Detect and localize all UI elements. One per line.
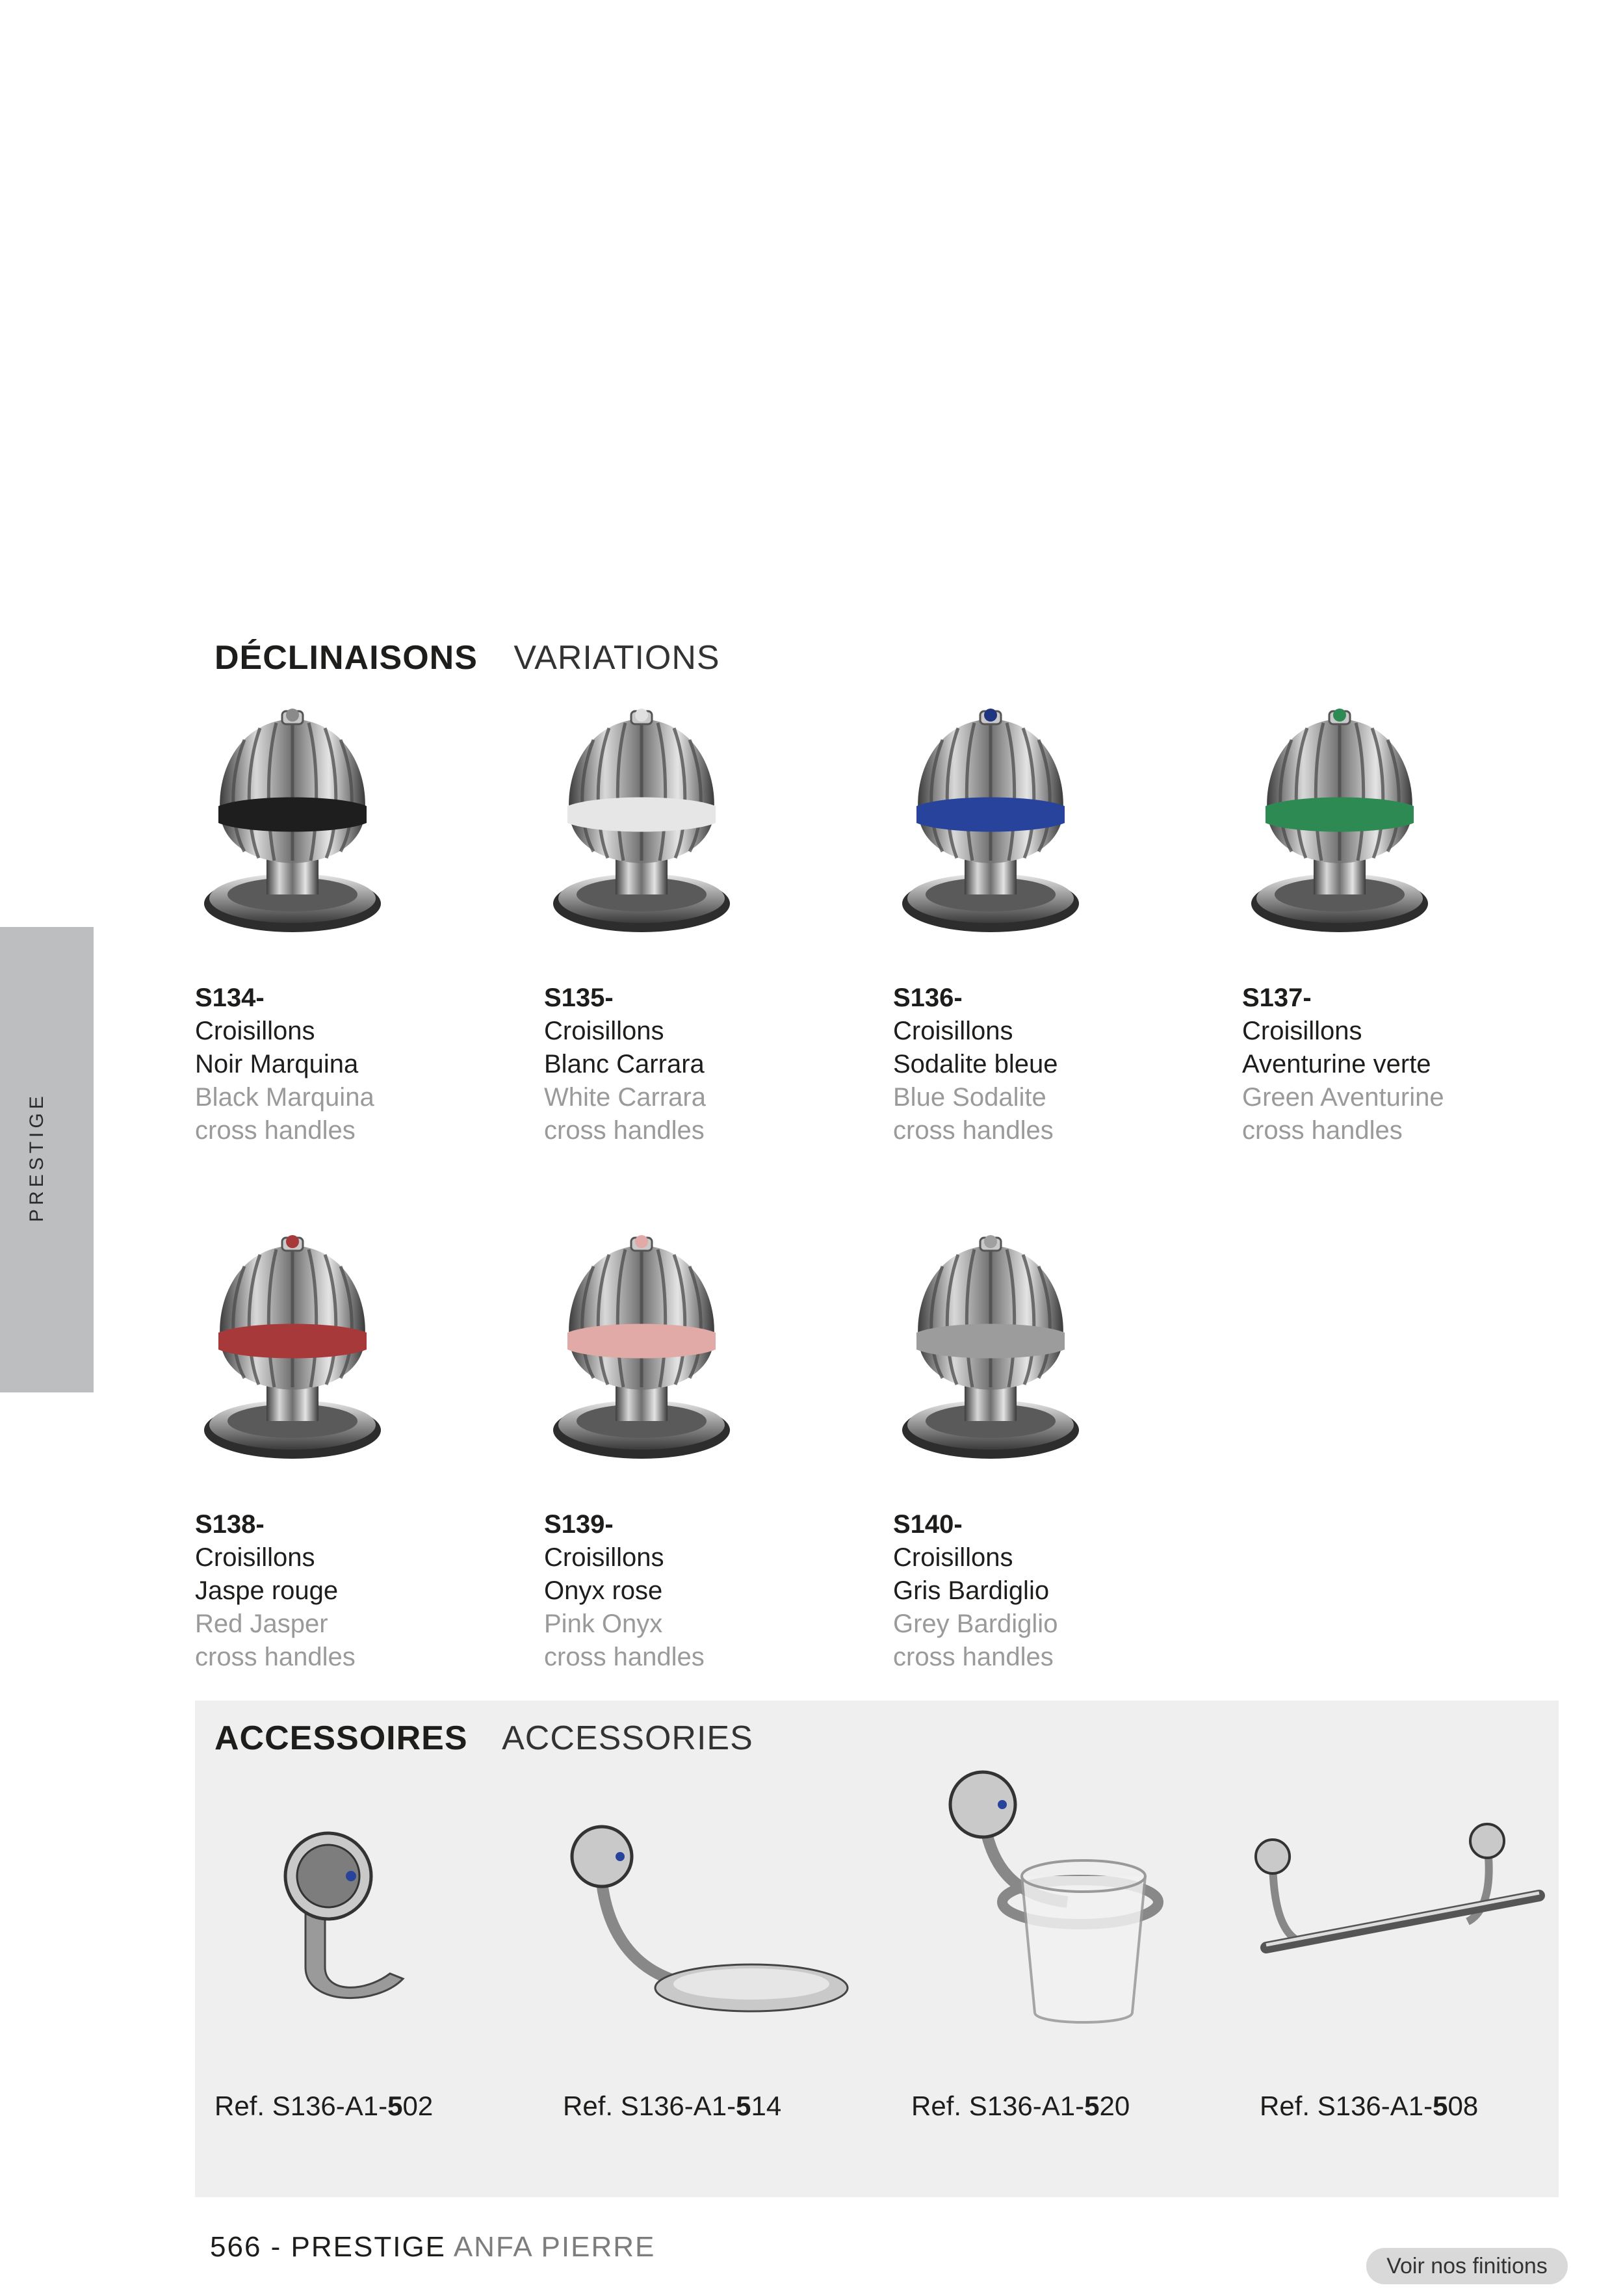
handle-icon bbox=[893, 709, 1088, 943]
variation-code: S140- bbox=[893, 1510, 963, 1539]
handle-icon bbox=[544, 1235, 739, 1469]
variation-name-fr: Sodalite bleue bbox=[893, 1050, 1058, 1078]
page-number: 566 - bbox=[210, 2231, 282, 2263]
variation-card bbox=[893, 1235, 1166, 1674]
variation-name-en: Grey Bardiglio bbox=[893, 1610, 1058, 1638]
footer-line: ANFA PIERRE bbox=[453, 2231, 656, 2263]
variation-desc-en: cross handles bbox=[544, 1643, 705, 1671]
accessory-item-1 bbox=[214, 1701, 539, 2169]
robe-hook-icon bbox=[279, 1831, 409, 2000]
variation-card bbox=[1242, 709, 1515, 1147]
variation-type: Croisillons bbox=[544, 1543, 664, 1572]
variations-title-en: VARIATIONS bbox=[513, 639, 720, 677]
accessory-ref-2: Ref. S136-A1-514 bbox=[563, 2091, 782, 2121]
variation-name-en: White Carrara bbox=[544, 1083, 706, 1112]
variation-desc-en: cross handles bbox=[1242, 1116, 1403, 1145]
towel-bar-icon bbox=[1247, 1818, 1552, 1987]
accessories-title-fr: ACCESSOIRES bbox=[214, 1719, 468, 1757]
variation-name-fr: Blanc Carrara bbox=[544, 1050, 705, 1078]
variation-code: S134- bbox=[195, 984, 265, 1012]
variation-desc-en: cross handles bbox=[893, 1116, 1054, 1145]
variation-type: Croisillons bbox=[1242, 1017, 1362, 1045]
variation-type: Croisillons bbox=[893, 1543, 1013, 1572]
accessory-ref-4: Ref. S136-A1-508 bbox=[1260, 2091, 1479, 2121]
variation-desc-en: cross handles bbox=[544, 1116, 705, 1145]
accessory-item-2 bbox=[563, 1701, 888, 2169]
variation-type: Croisillons bbox=[893, 1017, 1013, 1045]
accessory-item-4 bbox=[1260, 1701, 1585, 2169]
page-footer bbox=[210, 2231, 655, 2263]
variation-code: S135- bbox=[544, 984, 614, 1012]
variation-name-fr: Jaspe rouge bbox=[195, 1576, 339, 1605]
variation-text bbox=[544, 982, 817, 1147]
variation-text bbox=[1242, 982, 1515, 1147]
variation-card bbox=[195, 709, 468, 1147]
variation-type: Croisillons bbox=[195, 1017, 315, 1045]
variation-text bbox=[195, 1508, 468, 1674]
variation-card bbox=[544, 1235, 817, 1674]
finishes-button[interactable]: Voir nos finitions bbox=[1366, 2248, 1568, 2284]
variation-card bbox=[195, 1235, 468, 1674]
handle-icon bbox=[195, 1235, 390, 1469]
variation-name-en: Blue Sodalite bbox=[893, 1083, 1046, 1112]
variation-name-en: Red Jasper bbox=[195, 1610, 328, 1638]
variation-type: Croisillons bbox=[544, 1017, 664, 1045]
variation-text bbox=[893, 1508, 1166, 1674]
variation-text bbox=[195, 982, 468, 1147]
variation-desc-en: cross handles bbox=[893, 1643, 1054, 1671]
variation-code: S138- bbox=[195, 1510, 265, 1539]
variation-name-en: Black Marquina bbox=[195, 1083, 374, 1112]
handle-icon bbox=[544, 709, 739, 943]
accessory-ref-3: Ref. S136-A1-520 bbox=[911, 2091, 1130, 2121]
variation-code: S137- bbox=[1242, 984, 1312, 1012]
variation-desc-en: cross handles bbox=[195, 1643, 356, 1671]
tumbler-holder-icon bbox=[937, 1766, 1184, 2052]
accessory-ref-1: Ref. S136-A1-502 bbox=[214, 2091, 434, 2121]
variation-name-fr: Gris Bardiglio bbox=[893, 1576, 1050, 1605]
variation-name-fr: Aventurine verte bbox=[1242, 1050, 1431, 1078]
variation-code: S139- bbox=[544, 1510, 614, 1539]
variations-title-fr: DÉCLINAISONS bbox=[214, 639, 478, 677]
variation-text bbox=[544, 1508, 817, 1674]
variation-desc-en: cross handles bbox=[195, 1116, 356, 1145]
variation-name-fr: Onyx rose bbox=[544, 1576, 663, 1605]
variations-title bbox=[214, 638, 720, 677]
accessory-item-3 bbox=[911, 1701, 1236, 2169]
variation-type: Croisillons bbox=[195, 1543, 315, 1572]
handle-icon bbox=[195, 709, 390, 943]
footer-brand: PRESTIGE bbox=[291, 2231, 447, 2263]
variation-text bbox=[893, 982, 1166, 1147]
variation-name-fr: Noir Marquina bbox=[195, 1050, 359, 1078]
accessories-title-en: ACCESSORIES bbox=[502, 1719, 753, 1757]
handle-icon bbox=[893, 1235, 1088, 1469]
side-tab-label: PRESTIGE bbox=[26, 1092, 47, 1222]
variation-name-en: Pink Onyx bbox=[544, 1610, 663, 1638]
handle-icon bbox=[1242, 709, 1437, 943]
variation-code: S136- bbox=[893, 984, 963, 1012]
variation-card bbox=[544, 709, 817, 1147]
soap-dish-icon bbox=[563, 1818, 849, 2026]
variation-name-en: Green Aventurine bbox=[1242, 1083, 1444, 1112]
variation-card bbox=[893, 709, 1166, 1147]
